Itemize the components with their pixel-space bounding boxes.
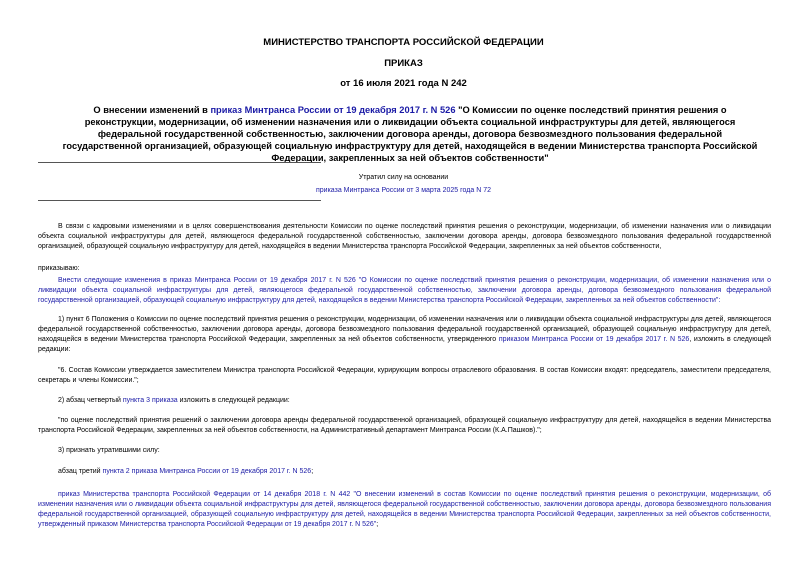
document-type: ПРИКАЗ [384, 58, 423, 69]
item2-link[interactable]: пункта 3 приказа [122, 397, 178, 404]
document-title [60, 104, 760, 164]
title-prefix: О внесении изменений в [93, 105, 211, 115]
repeal2-link[interactable]: приказ Министерства транспорта Российской Федерации от 14 декабря 2018 г. N 442 "О внесении изменений в состав Комиссии по оценке последствий принятия решения о реконструкции, модернизации, об изменении назначения или о ликвидации объекта социальной инфраструктуры для детей, являющегося федеральной государственной собственностью, заключении договора аренды, договора безвозмездного пользования федеральной государственной организацией, образующей социальную инфраструктуру для детей, находящейся в ведении Министерства транспорта Российской Федерации, закрепленных за ней объектов собственности, утвержденный приказом Министерства транспорта Российской Федерации от 19 декабря 2017 г. N 526" [38, 491, 771, 528]
paragraph-order: приказываю: [38, 265, 80, 272]
title-link[interactable]: приказ Минтранса России от 19 декабря 2017 г. N 526 [210, 105, 456, 115]
separator-bottom [38, 200, 321, 201]
item1-link[interactable]: приказом Минтранса России от 19 декабря 2017 г. N 526 [498, 336, 690, 343]
item1-tail: , изложить в следующей редакции: [38, 336, 772, 353]
item2-tail: изложить в следующей редакции: [177, 397, 290, 404]
title-rest: "О Комиссии по оценке последствий принятия решения о реконструкции, модернизации, об изменении назначения или о ликвидации объекта социальной инфраструктуры для детей, являющегося федеральной государственной собственностью, заключении договора аренды, договора безвозмездного пользования федеральной государственной организацией, образующей социальную инфраструктуру для детей, находящейся в ведении Министерства транспорта Российской Федерации, закрепленных за ней объектов собственности" [62, 105, 758, 163]
paragraph-quote-6: "6. Состав Комиссии утверждается заместителем Министра транспорта Российской Федерации, курирующим вопросы отраслевого образования. В состав Комиссии входят: председатель, заместители председателя, секретарь и члены Комиссии."; [38, 367, 771, 384]
item1-text: 1) пункт 6 Положения о Комиссии по оценке последствий принятия решения о реконструкции, модернизации, об изменении назначения или о ликвидации объекта социальной инфраструктуры для детей, являющегося федеральной государственной собственностью, заключении договора аренды, договора безвозмездного пользования федеральной государственной организацией, образующей социальную инфраструктуру для детей, находящейся в ведении Министерства транспорта Российской Федерации, закрепленных за ней объектов собственности, утвержденного [38, 316, 771, 343]
repeal-note: Утратил силу на основании [358, 174, 449, 181]
paragraph-repeal-2 [38, 490, 771, 530]
repeal-note-link[interactable]: приказа Минтранса России от 3 марта 2025 года N 72 [316, 187, 491, 194]
separator-top [38, 162, 321, 163]
paragraph-item-2 [38, 396, 771, 406]
repeal1-text: абзац третий [58, 468, 103, 475]
paragraph-item-1 [38, 315, 771, 355]
repeal1-tail: ; [311, 468, 314, 475]
paragraph-repeal-1 [38, 467, 771, 477]
ministry-heading: МИНИСТЕРСТВО ТРАНСПОРТА РОССИЙСКОЙ ФЕДЕРАЦИИ [263, 37, 544, 48]
repeal2-tail: ; [376, 521, 379, 528]
item2-text: 2) абзац четвертый [58, 397, 123, 404]
amend-prefix: Внести следующие изменения в [58, 277, 170, 284]
repeal1-link[interactable]: пункта 2 приказа Минтранса России от 19 декабря 2017 г. N 526 [102, 468, 312, 475]
paragraph-preamble: В связи с кадровыми изменениями и в целях совершенствования деятельности Комиссии по оценке последствий принятия решения о реконструкции, модернизации, об изменении назначения или о ликвидации объекта социальной инфраструктуры для детей, являющегося федеральной государственной собственностью, заключении договора аренды, договора безвозмездного пользования федеральной государственной организацией, образующей социальную инфраструктуру для детей, находящейся в ведении Министерства транспорта Российской Федерации, закрепленных за ней объектов собственности, [38, 223, 771, 250]
paragraph-amend [38, 276, 771, 306]
paragraph-item-3: 3) признать утратившими силу: [58, 447, 160, 454]
document-date: от 16 июля 2021 года N 242 [340, 78, 467, 89]
paragraph-quote-4: "по оценке последствий принятия решений о заключении договора аренды федеральной государственной организацией, образующей социальную инфраструктуру для детей, находящейся в ведении Министерства транспорта Российской Федерации, закрепленных за ней объектов собственности, на Административный департамент Минтранса России (К.А.Пашков)."; [38, 417, 771, 434]
amend-link[interactable]: приказ Минтранса России от 19 декабря 2017 г. N 526 "О Комиссии по оценке последствий принятия решения о реконструкции, модернизации, об изменении назначения или о ликвидации объекта социальной инфраструктуры для детей, являющегося федеральной государственной собственностью, заключении договора аренды, договора безвозмездного пользования федеральной государственной организацией, образующей социальную инфраструктуру для детей, находящейся в ведении Министерства транспорта Российской Федерации, закрепленных за ней объектов собственности": [38, 277, 771, 304]
